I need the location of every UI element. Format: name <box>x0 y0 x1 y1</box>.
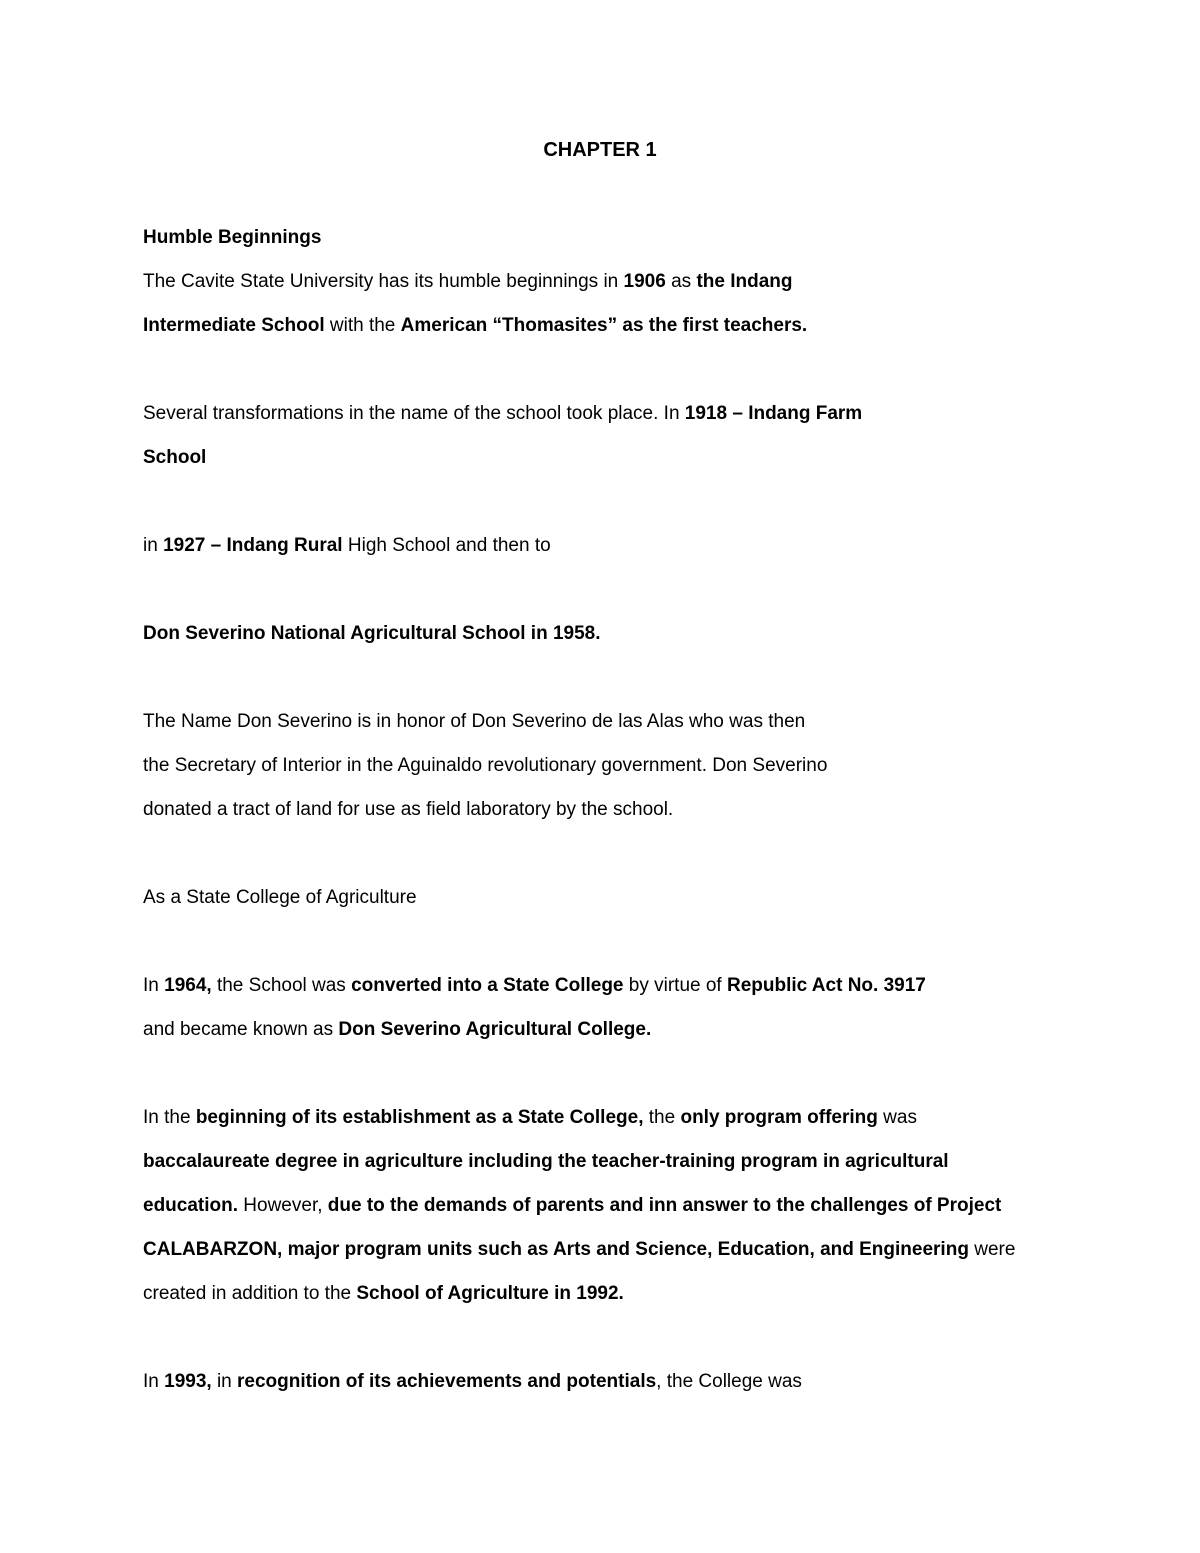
text-run: The Name Don Severino is in honor of Don Severino de las Alas who was then <box>143 711 806 732</box>
text-run: and became known as <box>143 1019 339 1040</box>
bold-text-run: 1927 – Indang Rural <box>163 535 343 556</box>
body-paragraph <box>143 260 1057 348</box>
text-line <box>143 1272 1057 1316</box>
text-run: was <box>877 1107 917 1128</box>
bold-text-run: 1918 – Indang Farm <box>684 403 863 424</box>
bold-text-run: education. <box>143 1195 239 1216</box>
text-run: In <box>143 975 165 996</box>
bold-text-run: baccalaureate degree in agriculture including the teacher-training program in agricultural <box>143 1151 949 1172</box>
text-line <box>143 436 1057 480</box>
bold-text-run: 1964, <box>164 975 212 996</box>
text-run: In <box>143 1371 165 1392</box>
body-paragraph <box>143 876 1057 920</box>
text-run: Several transformations in the name of the school took place. In <box>143 403 685 424</box>
bold-text-run: Don Severino National Agricultural School in 1958. <box>143 623 601 644</box>
text-line <box>143 700 1057 744</box>
text-line <box>143 876 1057 920</box>
bold-text-run: converted into a State College <box>351 975 624 996</box>
text-run: the School was <box>211 975 352 996</box>
text-line <box>143 1008 1057 1052</box>
body-paragraph <box>143 700 1057 832</box>
bold-text-run: School of Agriculture in 1992. <box>356 1283 624 1304</box>
text-run: As a State College of Agriculture <box>143 887 417 908</box>
text-line <box>143 1140 1057 1184</box>
text-line <box>143 1228 1057 1272</box>
bold-text-run: Humble Beginnings <box>143 227 322 248</box>
text-line <box>143 1360 1057 1404</box>
text-line <box>143 1096 1057 1140</box>
text-line <box>143 260 1057 304</box>
text-run: High School and then to <box>342 535 551 556</box>
body-paragraph <box>143 612 1057 656</box>
text-line <box>143 304 1057 348</box>
bold-text-run: American “Thomasites” as the first teachers. <box>400 315 808 336</box>
text-line <box>143 744 1057 788</box>
text-run: by virtue of <box>623 975 727 996</box>
text-run: in <box>211 1371 238 1392</box>
bold-text-run: Don Severino Agricultural College. <box>338 1019 652 1040</box>
bold-text-run: CALABARZON, major program units such as Arts and Science, Education, and Engineering <box>143 1239 969 1260</box>
text-run: , the College was <box>656 1371 802 1392</box>
text-run: the <box>643 1107 681 1128</box>
text-run: The Cavite State University has its humble beginnings in <box>143 271 624 292</box>
text-line <box>143 612 1057 656</box>
bold-text-run: Intermediate School <box>143 315 325 336</box>
body-paragraph <box>143 524 1057 568</box>
text-line <box>143 128 1057 172</box>
text-line <box>143 216 1057 260</box>
text-line <box>143 524 1057 568</box>
bold-text-run: the Indang <box>696 271 793 292</box>
bold-text-run: 1906 <box>623 271 666 292</box>
chapter-title <box>143 128 1057 172</box>
body-paragraph <box>143 1096 1057 1316</box>
bold-text-run: beginning of its establishment as a State College, <box>195 1107 644 1128</box>
body-paragraph <box>143 1360 1057 1404</box>
text-run: However, <box>238 1195 328 1216</box>
text-run: as <box>665 271 697 292</box>
bold-text-run: recognition of its achievements and potentials <box>237 1371 657 1392</box>
text-line <box>143 1184 1057 1228</box>
body-paragraph <box>143 964 1057 1052</box>
text-line <box>143 964 1057 1008</box>
section-heading <box>143 216 1057 260</box>
text-line <box>143 788 1057 832</box>
text-run: in <box>143 535 164 556</box>
bold-text-run: 1993, <box>164 1371 212 1392</box>
bold-text-run: due to the demands of parents and inn answer to the challenges of Project <box>327 1195 1002 1216</box>
bold-text-run: Republic Act No. 3917 <box>727 975 926 996</box>
bold-text-run: CHAPTER 1 <box>543 139 657 161</box>
text-run: with the <box>324 315 401 336</box>
text-run: were <box>968 1239 1016 1260</box>
bold-text-run: School <box>143 447 207 468</box>
text-run: the Secretary of Interior in the Aguinaldo revolutionary government. Don Severino <box>143 755 828 776</box>
text-run: donated a tract of land for use as field laboratory by the school. <box>143 799 674 820</box>
text-run: created in addition to the <box>143 1283 357 1304</box>
bold-text-run: only program offering <box>680 1107 878 1128</box>
text-line <box>143 392 1057 436</box>
body-paragraph <box>143 392 1057 480</box>
text-run: In the <box>143 1107 196 1128</box>
